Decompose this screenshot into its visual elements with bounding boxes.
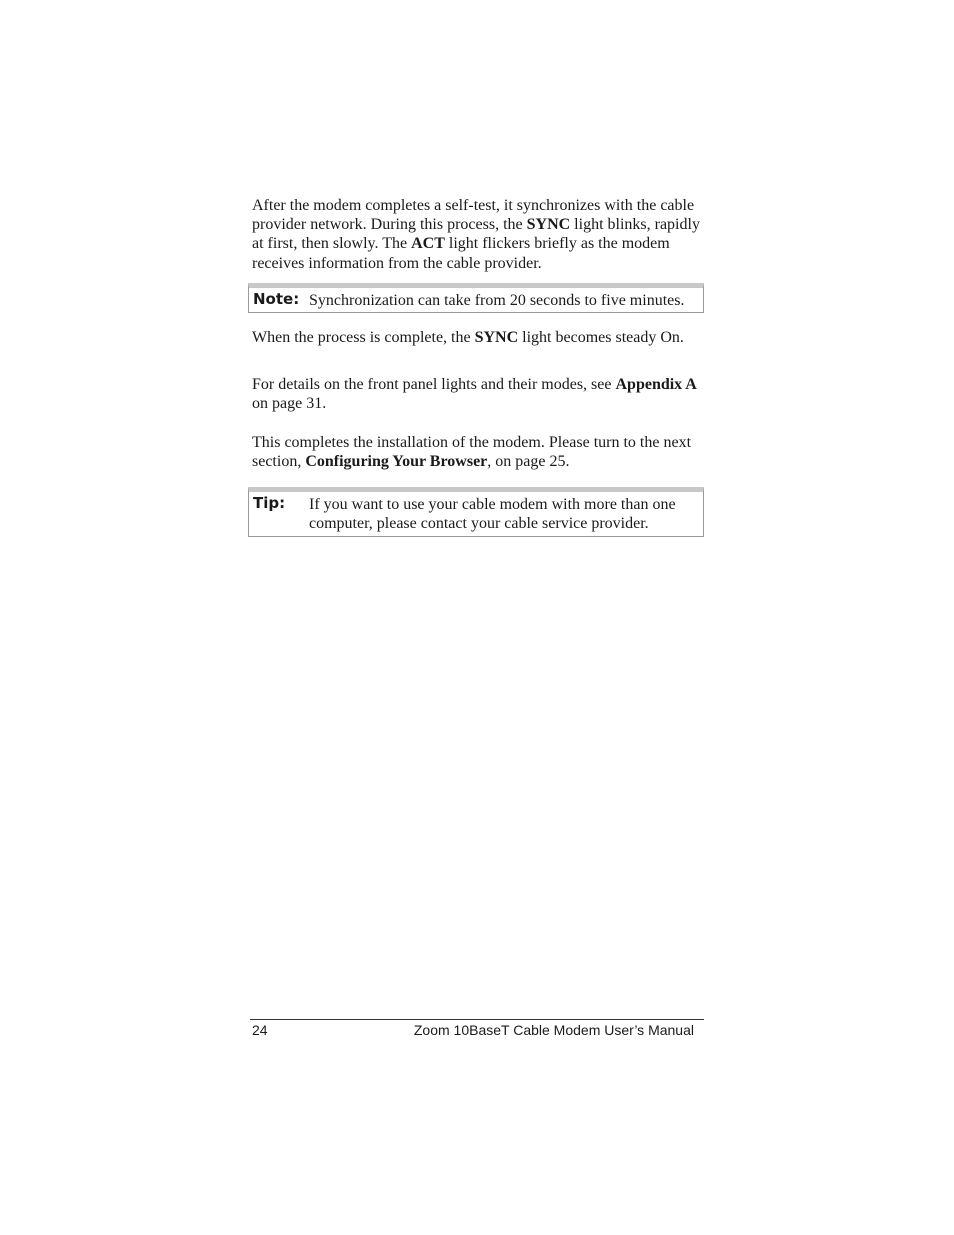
details-paragraph-text-1: For details on the front panel lights and their modes, see [252,376,616,393]
sync-paragraph-text-2: light blinks, rapidly at first, then slowly. The [252,216,700,253]
completion-paragraph [252,433,704,471]
act-light-label: ACT [411,235,445,253]
browser-section-reference: Configuring Your Browser [305,453,488,471]
details-paragraph-text-2: on page 31. [252,395,327,413]
sync-paragraph [252,196,704,273]
steady-paragraph-text-2: light becomes steady On. [518,329,684,346]
sync-paragraph-text-1: After the modem completes a self-test, it synchronizes with the cable provider network. During this process, the [252,197,695,234]
note-label: Note: [253,290,300,308]
sync-light-label: SYNC [526,216,571,234]
steady-paragraph-text-1: When the process is complete, the [252,329,475,346]
steady-paragraph [252,328,704,347]
sync-light-label-2: SYNC [474,329,519,346]
note-text: Synchronization can take from 20 seconds to five minutes. [309,292,685,309]
tip-label: Tip: [253,494,286,512]
completion-paragraph-text-2: , on page 25. [487,453,570,471]
completion-paragraph-text-1: This completes the installation of the modem. Please turn to the next section, [252,434,692,471]
note-box [248,283,704,313]
manual-title: Zoom 10BaseT Cable Modem User’s Manual [413,1022,694,1038]
sync-paragraph-text-3: light flickers briefly as the modem receives information from the cable provider. [252,235,670,272]
footer-divider [250,1019,704,1020]
details-paragraph [252,375,704,413]
tip-text: If you want to use your cable modem with more than one computer, please contact your cable service provider. [309,496,676,533]
page-number: 24 [252,1022,268,1038]
appendix-reference: Appendix A [615,376,697,393]
tip-box [248,487,704,537]
